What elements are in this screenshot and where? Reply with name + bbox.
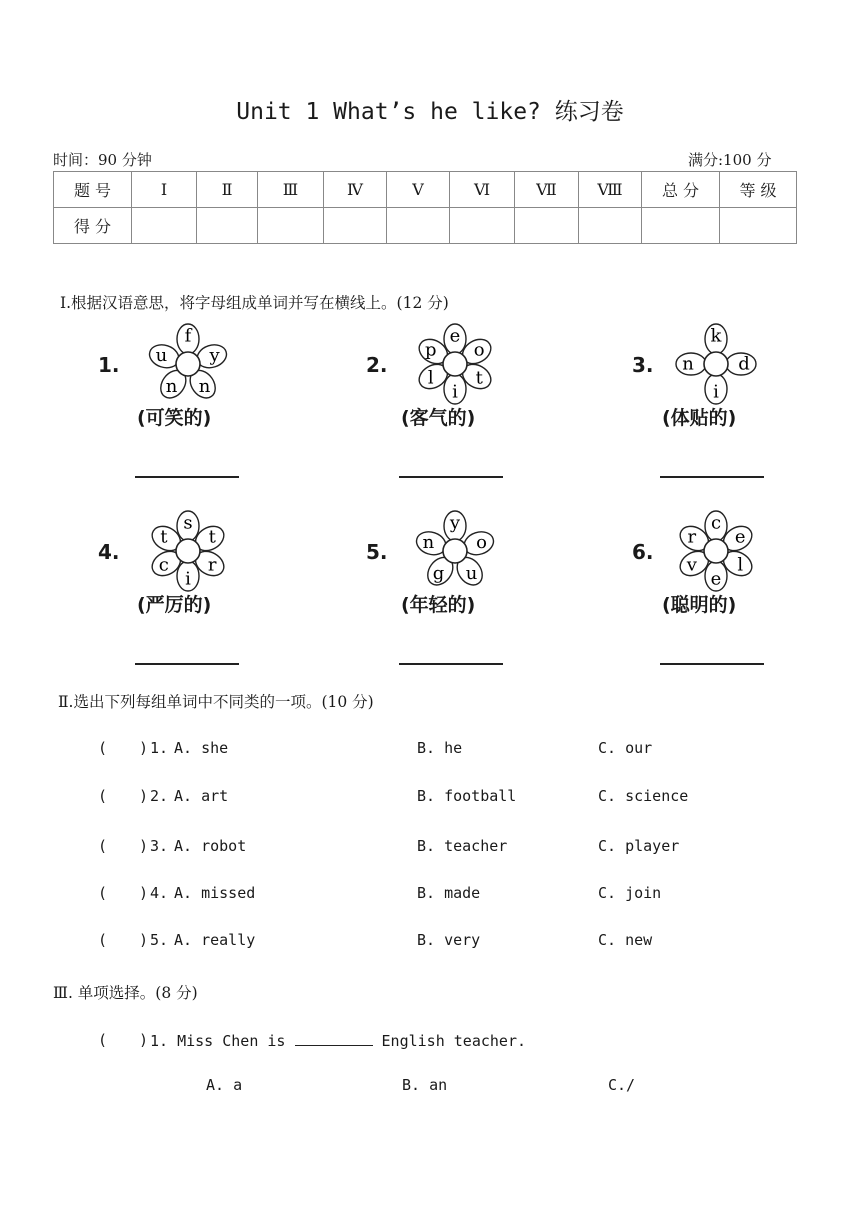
question-number: 1. — [150, 739, 169, 757]
option-b: B. football — [417, 787, 517, 805]
option-b: B. an — [402, 1076, 448, 1094]
option-c: C. science — [598, 787, 689, 805]
chinese-hint: (客气的) — [401, 407, 476, 429]
flower-letter: e — [710, 568, 722, 590]
flower-center — [176, 352, 200, 376]
score-cell[interactable] — [515, 208, 579, 244]
option-c: C. new — [598, 931, 653, 949]
flower-letter: l — [427, 367, 434, 389]
flower-letter: n — [198, 376, 211, 398]
option-b: B. teacher — [417, 837, 508, 855]
answer-paren-close: ) — [139, 739, 149, 757]
flower-letter: i — [185, 568, 191, 590]
flower-center — [704, 352, 728, 376]
score-cell[interactable] — [387, 208, 450, 244]
question-stem — [150, 1031, 526, 1050]
flower-letters-icon — [410, 506, 500, 596]
answer-paren-open: ( — [98, 884, 108, 902]
option-b: B. made — [417, 884, 481, 902]
score-cell[interactable] — [324, 208, 387, 244]
question-stem-after: English teacher. — [381, 1032, 527, 1050]
flower-letter: f — [184, 325, 192, 347]
option-c: C./ — [608, 1076, 636, 1094]
score-table-score-row — [54, 208, 797, 244]
flower-letters-icon — [671, 319, 761, 409]
answer-paren-open: ( — [98, 931, 108, 949]
puzzle-number: 3. — [632, 353, 654, 377]
score-cell[interactable] — [720, 208, 797, 244]
flower-letter: n — [422, 531, 435, 553]
flower-letter: o — [473, 339, 485, 361]
option-a: A. a — [206, 1076, 243, 1094]
flower-letters-icon — [143, 319, 233, 409]
option-b: B. he — [417, 739, 463, 757]
flower-letter: i — [452, 381, 458, 403]
puzzle-number: 6. — [632, 540, 654, 564]
chinese-hint: (可笑的) — [137, 407, 212, 429]
flower-letter: u — [465, 563, 478, 585]
chinese-hint: (严厉的) — [137, 594, 212, 616]
answer-paren-open: ( — [98, 739, 108, 757]
flower-letter: i — [713, 381, 719, 403]
flower-letters-icon — [143, 506, 233, 596]
puzzle-number: 1. — [98, 353, 120, 377]
score-header-cell: 总 分 — [642, 172, 720, 208]
flower-letter: v — [686, 554, 697, 576]
flower-letter: r — [687, 526, 697, 548]
score-cell[interactable] — [450, 208, 515, 244]
flower-letter: d — [738, 353, 750, 375]
answer-line[interactable] — [399, 476, 503, 478]
flower-letter: n — [682, 353, 694, 375]
puzzle-number: 2. — [366, 353, 388, 377]
flower-letter: t — [475, 367, 483, 389]
flower-center — [443, 539, 467, 563]
flower-center — [443, 352, 467, 376]
answer-paren-open: ( — [98, 837, 108, 855]
option-a: A. robot — [174, 837, 247, 855]
flower-center — [176, 539, 200, 563]
score-cell[interactable] — [579, 208, 642, 244]
chinese-hint: (年轻的) — [401, 594, 476, 616]
puzzle-number: 5. — [366, 540, 388, 564]
score-header-cell: Ⅰ — [132, 172, 197, 208]
answer-line[interactable] — [660, 663, 764, 665]
flower-letter: e — [449, 325, 461, 347]
score-header-cell: Ⅳ — [324, 172, 387, 208]
option-c: C. join — [598, 884, 662, 902]
full-score: 满分:100 分 — [688, 151, 772, 169]
flower-letter: c — [158, 554, 169, 576]
score-header-cell: Ⅴ — [387, 172, 450, 208]
option-a: A. art — [174, 787, 229, 805]
option-b: B. very — [417, 931, 481, 949]
question-number: 5. — [150, 931, 169, 949]
option-a: A. missed — [174, 884, 256, 902]
score-cell[interactable] — [132, 208, 197, 244]
flower-letter: y — [209, 344, 220, 366]
section-3-heading: Ⅲ. 单项选择。(8 分) — [53, 984, 198, 1002]
flower-letter: n — [165, 376, 178, 398]
answer-paren-open: ( — [98, 787, 108, 805]
score-header-cell: Ⅱ — [197, 172, 258, 208]
option-c: C. our — [598, 739, 653, 757]
option-a: A. really — [174, 931, 256, 949]
score-table — [53, 171, 797, 244]
flower-letter: s — [183, 512, 193, 534]
answer-line[interactable] — [399, 663, 503, 665]
question-stem-before: 1. Miss Chen is — [150, 1032, 286, 1050]
answer-line[interactable] — [135, 663, 239, 665]
section-2-heading: Ⅱ.选出下列每组单词中不同类的一项。(10 分) — [58, 693, 374, 711]
answer-paren-close: ) — [139, 787, 149, 805]
score-row-label: 得 分 — [54, 208, 132, 244]
chinese-hint: (聪明的) — [662, 594, 737, 616]
flower-letter: p — [425, 339, 437, 361]
score-header-cell: Ⅲ — [258, 172, 324, 208]
flower-letter: l — [737, 554, 744, 576]
score-header-cell: 题 号 — [54, 172, 132, 208]
score-table-header-row — [54, 172, 797, 208]
flower-center — [704, 539, 728, 563]
flower-letter: o — [476, 531, 488, 553]
flower-letter: u — [155, 344, 168, 366]
answer-line[interactable] — [660, 476, 764, 478]
flower-letters-icon — [671, 506, 761, 596]
option-a: A. she — [174, 739, 229, 757]
flower-letter: r — [207, 554, 217, 576]
flower-letter: g — [432, 563, 445, 585]
question-number: 3. — [150, 837, 169, 855]
flower-letter: t — [208, 526, 216, 548]
fill-in-blank[interactable] — [295, 1031, 373, 1046]
question-number: 2. — [150, 787, 169, 805]
chinese-hint: (体贴的) — [662, 407, 737, 429]
answer-paren-close: ) — [139, 931, 149, 949]
score-header-cell: Ⅶ — [515, 172, 579, 208]
option-c: C. player — [598, 837, 680, 855]
score-cell[interactable] — [642, 208, 720, 244]
flower-letter: c — [710, 512, 722, 534]
answer-line[interactable] — [135, 476, 239, 478]
question-number: 4. — [150, 884, 169, 902]
flower-letters-icon — [410, 319, 500, 409]
score-cell[interactable] — [258, 208, 324, 244]
section-1-heading: Ⅰ.根据汉语意思，将字母组成单词并写在横线上。(12 分) — [60, 294, 449, 312]
score-header-cell: Ⅷ — [579, 172, 642, 208]
answer-paren-close: ) — [139, 837, 149, 855]
answer-paren-close: ) — [139, 884, 149, 902]
score-header-cell: Ⅵ — [450, 172, 515, 208]
puzzle-number: 4. — [98, 540, 120, 564]
answer-paren-open: ( — [98, 1031, 108, 1049]
flower-letter: k — [710, 325, 722, 347]
score-cell[interactable] — [197, 208, 258, 244]
flower-letter: e — [734, 526, 746, 548]
score-header-cell: 等 级 — [720, 172, 797, 208]
page-title: Unit 1 What’s he like? 练习卷 — [236, 99, 624, 125]
time-limit: 时间：90 分钟 — [53, 151, 152, 169]
flower-letter: y — [449, 512, 461, 534]
answer-paren-close: ) — [139, 1031, 149, 1049]
flower-letter: t — [160, 526, 168, 548]
